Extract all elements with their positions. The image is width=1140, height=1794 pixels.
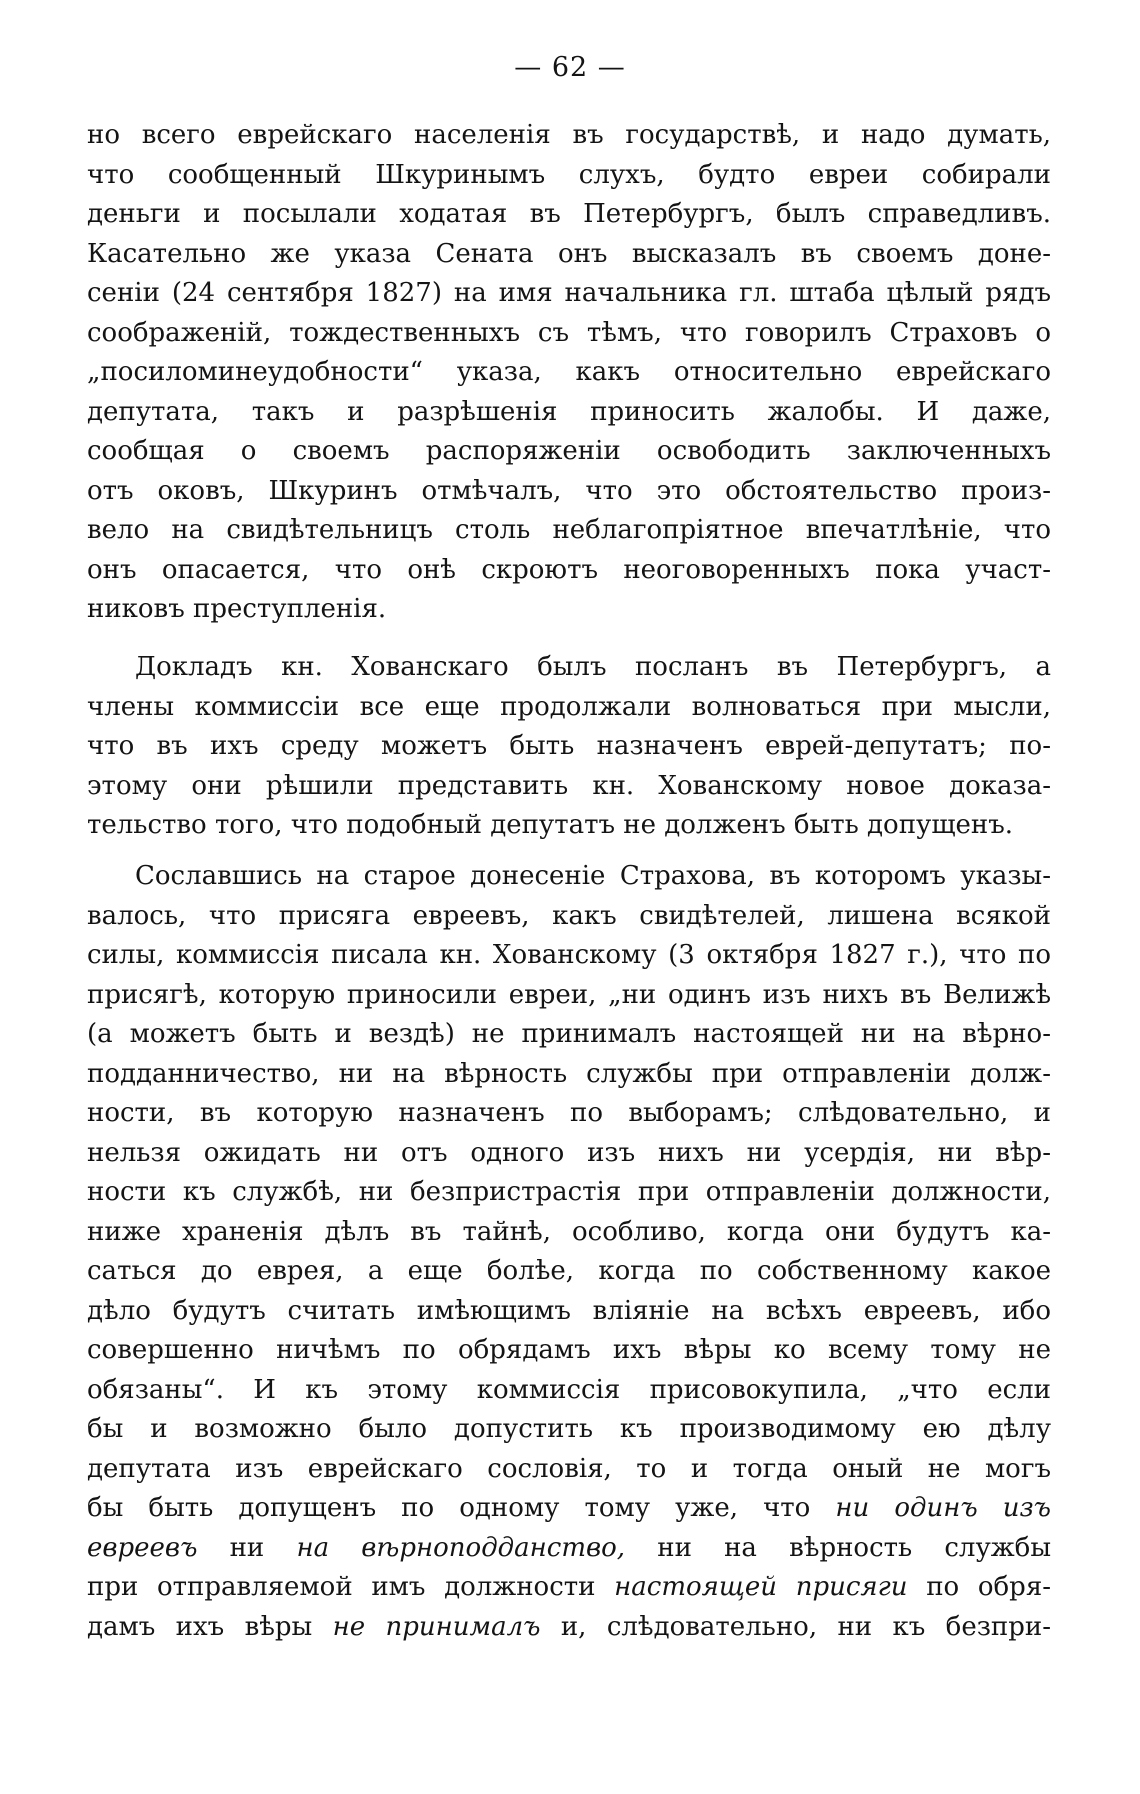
text-line: сообщая о своемъ распоряженіи освободить заключенныхъ: [87, 436, 1051, 466]
text-segment: бы быть допущенъ по одному тому уже, что: [87, 1493, 836, 1523]
paragraph-1: [87, 116, 1051, 630]
text-line: Касательно же указа Сената онъ высказалъ въ своемъ доне-: [87, 238, 1051, 269]
text-line: но всего еврейскаго населенія въ государствѣ, и надо думать,: [87, 120, 1051, 150]
text-line: присягѣ, которую приносили евреи, „ни одинъ изъ нихъ въ Велижѣ: [87, 979, 1051, 1010]
text-line: что сообщенный Шкуринымъ слухъ, будто евреи собирали: [87, 159, 1051, 190]
italic-segment: настоящей присяги: [614, 1572, 908, 1602]
text-segment: и, слѣдовательно, ни къ безпри-: [540, 1611, 1051, 1642]
text-line: вело на свидѣтельницъ столь неблагопріятное впечатлѣніе, что: [87, 515, 1051, 545]
text-line: ниже храненія дѣлъ въ тайнѣ, особливо, когда они будутъ ка-: [87, 1216, 1051, 1247]
text-segment: при отправляемой имъ должности: [87, 1572, 615, 1602]
text-line: Сославшись на старое донесеніе Страхова, въ которомъ указы-: [135, 861, 1051, 891]
text-line: совершенно ничѣмъ по обрядамъ ихъ вѣры ко всему тому не: [87, 1335, 1051, 1365]
text-line: [87, 1529, 1051, 1569]
text-line: дѣло будутъ считать имѣющимъ вліяніе на всѣхъ евреевъ, ибо: [87, 1295, 1051, 1326]
text-line: депутата, такъ и разрѣшенія приносить жалобы. И даже,: [87, 396, 1051, 427]
text-line: депутата изъ еврейскаго сословія, то и тогда оный не могъ: [87, 1453, 1051, 1484]
text-segment: ни на вѣрность службы: [625, 1532, 1051, 1563]
text-line: члены коммиссіи все еще продолжали волноваться при мысли,: [87, 691, 1051, 722]
page-number: — 62 —: [514, 52, 626, 83]
text-line: деньги и посылали ходатая въ Петербургъ, былъ справедливъ.: [87, 199, 1051, 229]
text-segment: по обря-: [907, 1572, 1051, 1602]
text-line: никовъ преступленія.: [87, 594, 387, 624]
text-line: нельзя ожидать ни отъ одного изъ нихъ ни усердія, ни вѣр-: [87, 1137, 1051, 1168]
italic-segment: ни одинъ изъ: [835, 1493, 1051, 1523]
text-line: что въ ихъ среду можетъ быть назначенъ еврей-депутатъ; по-: [87, 731, 1051, 761]
text-line: [87, 1489, 1051, 1529]
italic-segment: не принималъ: [332, 1611, 541, 1642]
italic-segment: евреевъ: [87, 1532, 198, 1563]
text-line: соображеній, тождественныхъ съ тѣмъ, что говорилъ Страховъ о: [87, 317, 1051, 348]
text-line: отъ оковъ, Шкуринъ отмѣчалъ, что это обстоятельство произ-: [87, 475, 1051, 506]
text-line: ности къ службѣ, ни безпристрастія при отправленіи должности,: [87, 1177, 1051, 1207]
text-line: обязаны“. И къ этому коммиссія присовокупила, „что если: [87, 1374, 1051, 1405]
text-line: сеніи (24 сентября 1827) на имя начальника гл. штаба цѣлый рядъ: [87, 278, 1051, 308]
text-line: [87, 1568, 1051, 1608]
text-line: [87, 1608, 1051, 1648]
text-line: подданничество, ни на вѣрность службы при отправленіи долж-: [87, 1058, 1051, 1089]
text-line: саться до еврея, а еще болѣе, когда по собственному какое: [87, 1256, 1051, 1286]
text-line: (а можетъ быть и вездѣ) не принималъ настоящей ни на вѣрно-: [87, 1019, 1051, 1049]
text-line: этому они рѣшили представить кн. Хованскому новое доказа-: [87, 770, 1051, 801]
text-line: ности, въ которую назначенъ по выборамъ; слѣдовательно, и: [87, 1098, 1051, 1128]
text-line: бы и возможно было допустить къ производимому ею дѣлу: [87, 1414, 1051, 1444]
text-line: силы, коммиссія писала кн. Хованскому (3 октября 1827 г.), что по: [87, 940, 1051, 970]
text-line: онъ опасается, что онѣ скроютъ неоговоренныхъ пока участ-: [87, 554, 1051, 585]
paragraph-2: [87, 648, 1051, 846]
italic-segment: на вѣрноподданство,: [296, 1532, 626, 1563]
text-line: валось, что присяга евреевъ, какъ свидѣтелей, лишена всякой: [87, 900, 1051, 931]
text-segment: ни: [197, 1532, 297, 1563]
text-segment: дамъ ихъ вѣры: [87, 1611, 333, 1642]
text-line: тельство того, что подобный депутатъ не долженъ быть допущенъ.: [87, 810, 1014, 840]
text-line: „посиломинеудобности“ указа, какъ относительно еврейскаго: [87, 357, 1051, 387]
text-line: Докладъ кн. Хованскаго былъ посланъ въ Петербургъ, а: [135, 652, 1051, 682]
paragraph-3: [87, 857, 1051, 1647]
